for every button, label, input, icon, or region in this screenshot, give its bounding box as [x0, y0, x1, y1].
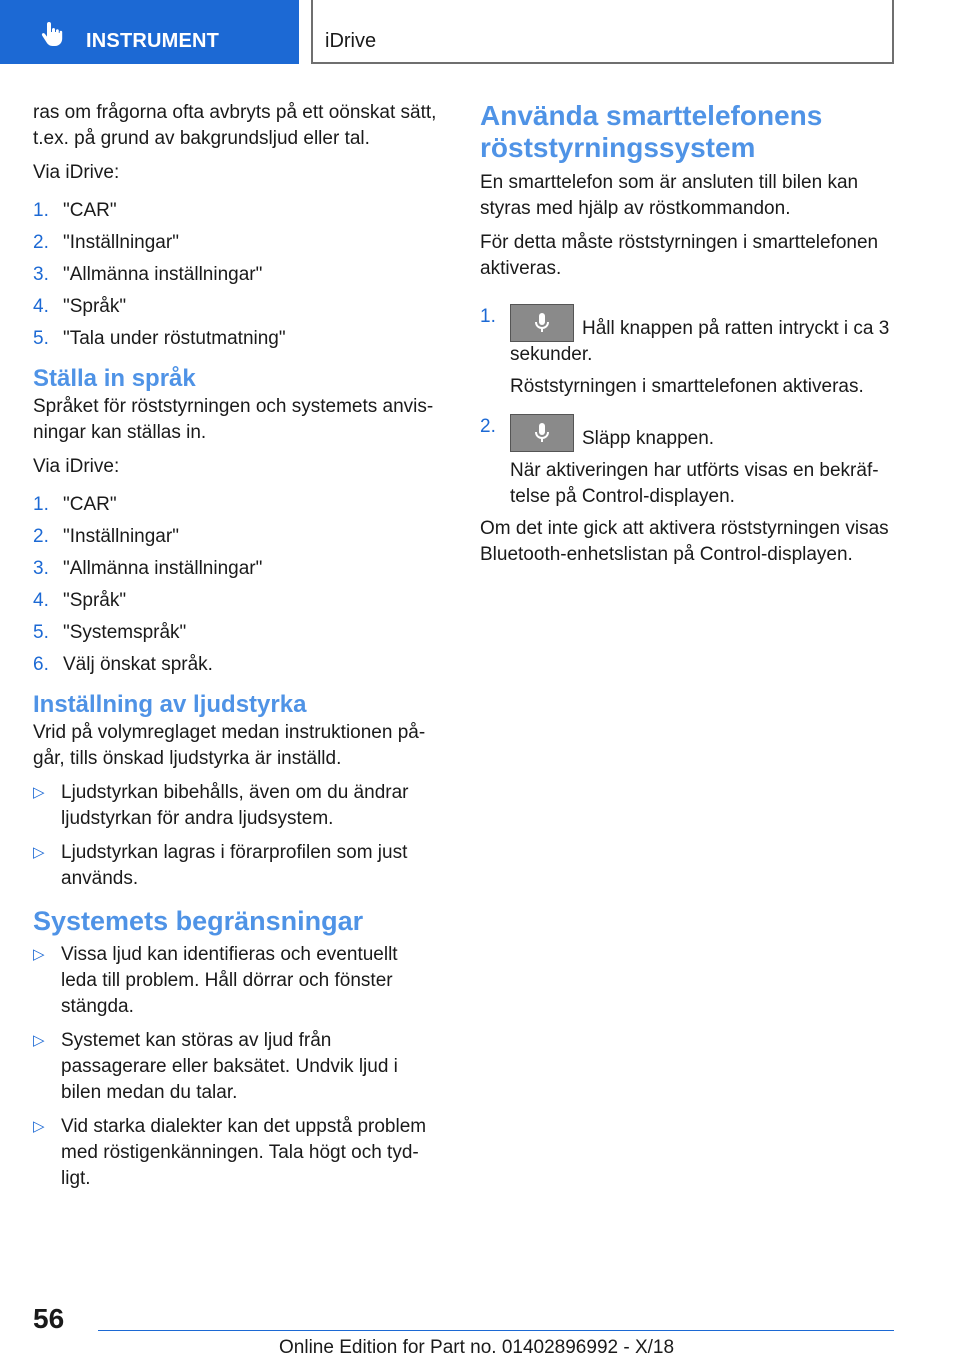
list-item: 4. "Språk"	[33, 296, 127, 317]
left-column	[33, 100, 438, 1200]
list-item: 1. "CAR"	[33, 494, 117, 515]
language-steps-list	[33, 492, 438, 678]
volume-text: Vrid på volymreglaget medan instruktionen pågår, tills önskad ljudstyrka är inställd.	[33, 722, 426, 769]
hand-pointer-icon	[38, 20, 66, 48]
list-item: ▷ Ljudstyrkan bibehålls, även om du ändrar ljudstyrkan för andra ljudsystem.	[33, 782, 409, 829]
via-idrive-label: Via iDrive:	[33, 162, 120, 183]
triangle-bullet-icon: ▷	[33, 844, 45, 861]
triangle-bullet-icon: ▷	[33, 784, 45, 801]
list-item: ▷ Ljudstyrkan lagras i förarprofilen som just används.	[33, 842, 408, 889]
page-number: 56	[33, 1303, 65, 1334]
menu-path-list	[33, 198, 438, 352]
smartphone-text-1: En smarttelefon som är ansluten till bilen kan styras med hjälp av röstkommandon.	[480, 172, 859, 219]
microphone-icon	[533, 422, 551, 444]
list-item: 5. "Systemspråk"	[33, 622, 187, 643]
smartphone-text-3: Om det inte gick att aktivera röststyrningen visas Bluetooth-enhetslistan på Control-displayen.	[480, 518, 889, 565]
voice-button	[510, 414, 574, 452]
list-item: ▷ Vissa ljud kan identifieras och eventuellt leda till problem. Håll dörrar och fönster stängda.	[33, 944, 398, 1017]
list-item: 6. Välj önskat språk.	[33, 654, 213, 675]
section-label: INSTRUMENT	[86, 30, 220, 52]
voice-button	[510, 304, 574, 342]
heading-set-language: Ställa in språk	[33, 365, 196, 392]
step1-sub-text: Röststyrningen i smarttelefonen aktiveras.	[510, 376, 864, 397]
smartphone-text-2: För detta måste röststyrningen i smarttelefonen aktiveras.	[480, 232, 879, 279]
list-item: 3. "Allmänna inställningar"	[33, 558, 263, 579]
step2-sub-text: När aktiveringen har utförts visas en bekräftelse på Control-displayen.	[510, 460, 879, 507]
chapter-label: iDrive	[325, 30, 377, 52]
list-item: 2. "Inställningar"	[33, 232, 179, 253]
heading-system-limits: Systemets begränsningar	[33, 906, 364, 936]
list-item: 4. "Språk"	[33, 590, 127, 611]
list-item: 2. "Inställningar"	[33, 526, 179, 547]
list-item: ▷ Systemet kan störas av ljud från passagerare eller baksätet. Undvik ljud i bilen medan du talar.	[33, 1030, 398, 1103]
right-column	[480, 100, 900, 576]
heading-smartphone-voice: Använda smarttelefonens röststyrningssystem	[480, 100, 823, 163]
triangle-bullet-icon: ▷	[33, 1032, 45, 1049]
triangle-bullet-icon: ▷	[33, 1118, 45, 1135]
section-tab	[0, 0, 299, 64]
footer-divider	[98, 1330, 894, 1331]
smartphone-steps-list	[480, 304, 900, 510]
volume-bullet-list	[33, 780, 438, 892]
list-item: 1. "CAR"	[33, 200, 117, 221]
limits-bullet-list	[33, 942, 438, 1192]
via-idrive-label: Via iDrive:	[33, 456, 120, 477]
chapter-box	[311, 0, 894, 64]
microphone-icon	[533, 312, 551, 334]
language-text: Språket för röststyrningen och systemets anvisningar kan ställas in.	[33, 396, 434, 443]
list-item: 5. "Tala under röstutmatning"	[33, 328, 286, 349]
list-item: ▷ Vid starka dialekter kan det uppstå problem med röstigenkänningen. Tala högt och tydligt.	[33, 1116, 427, 1189]
list-item: 3. "Allmänna inställningar"	[33, 264, 263, 285]
intro-text: ras om frågorna ofta avbryts på ett oönskat sätt, t.ex. på grund av bakgrundsljud eller tal.	[33, 102, 437, 149]
list-item: 2. Släpp knappen. När aktiveringen har utförts visas en bekräftelse på Control-displayen.	[480, 414, 900, 510]
edition-text: Online Edition for Part no. 01402896992 - X/18	[279, 1337, 675, 1358]
list-item: 1. Håll knappen på ratten intryckt i ca 3 sekunder. Röststyrningen i smarttelefonen aktiveras.	[480, 304, 900, 400]
heading-volume: Inställning av ljudstyrka	[33, 691, 307, 718]
triangle-bullet-icon: ▷	[33, 946, 45, 963]
